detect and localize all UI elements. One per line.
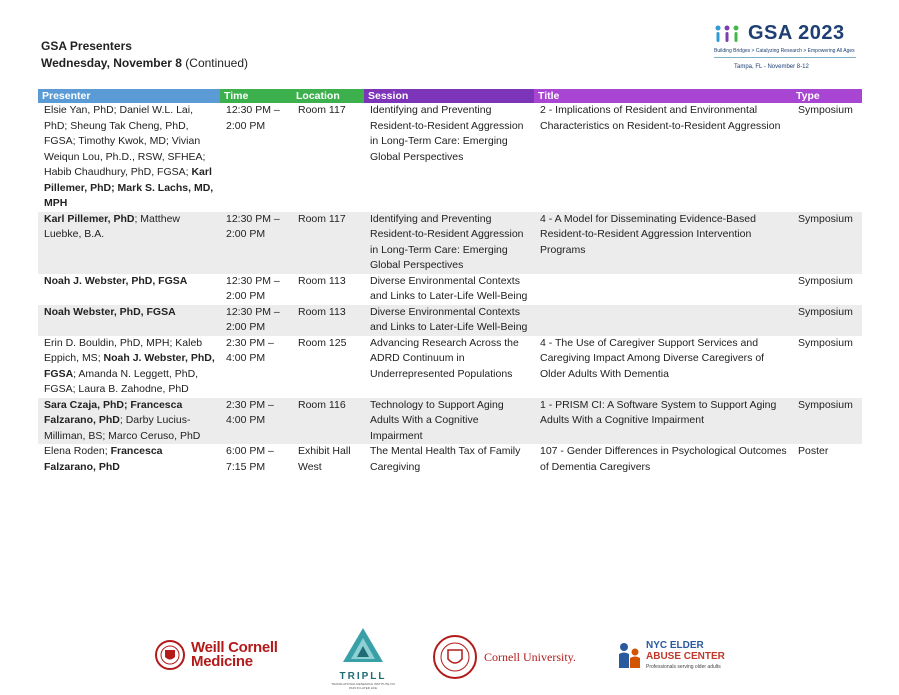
cell-session: The Mental Health Tax of Family Caregiving xyxy=(370,445,521,473)
table-row xyxy=(38,305,862,336)
cell-session: Advancing Research Across the ADRD Continuum in Underrepresented Populations xyxy=(370,336,519,380)
header-location: Location xyxy=(292,89,364,103)
tripll-name: TRIPLL xyxy=(339,671,387,682)
gsa-logo xyxy=(714,22,864,82)
cell-time: 6:00 PM – 7:15 PM xyxy=(226,445,274,473)
presenters-table xyxy=(38,89,862,475)
weill-cornell-seal-icon xyxy=(155,640,185,670)
presenter-name-part: Erin D. Bouldin, PhD, MPH; Kaleb Eppich, MS; xyxy=(44,336,203,364)
presenter-name-part: Francesca Falzarano, PhD xyxy=(44,445,163,473)
cell-location: Exhibit Hall West xyxy=(298,445,351,473)
tripll-triangle-icon xyxy=(341,626,385,664)
cell-location: Room 125 xyxy=(298,336,347,349)
page-title: GSA Presenters xyxy=(41,39,132,53)
presenter-name-part: Karl Pillemer, PhD; Mark S. Lachs, MD, MPH xyxy=(44,166,214,209)
cell-title: 4 - The Use of Caregiver Support Services and Caregiving Impact Among Diverse Caregivers of Older Adults With Dementia xyxy=(540,336,765,380)
header-presenter: Presenter xyxy=(38,89,220,103)
nyc-elder-abuse-logo xyxy=(616,640,725,673)
cell-time: 12:30 PM – 2:00 PM xyxy=(226,212,280,240)
wcm-line1: Weill Cornell xyxy=(191,639,278,656)
presenter-name-part: Noah J. Webster, PhD, FGSA xyxy=(44,274,188,287)
cell-type: Symposium xyxy=(798,398,853,411)
table-row xyxy=(38,103,862,212)
tripll-logo xyxy=(328,626,398,690)
presenter-name-part: ; Matthew Luebke, B.A. xyxy=(44,212,180,240)
weill-cornell-logo xyxy=(155,640,278,670)
nyc-line1: NYC ELDER xyxy=(646,640,704,651)
cornell-seal-icon xyxy=(432,634,478,680)
table-row xyxy=(38,212,862,274)
cell-session: Diverse Environmental Contexts and Links to Later-Life Well-Being xyxy=(370,274,528,302)
nyc-line3: Professionals serving older adults xyxy=(646,664,721,670)
cell-session: Identifying and Preventing Resident-to-Resident Aggression in Long-Term Care: Emerging Global Perspectives xyxy=(370,104,524,163)
cell-title: 107 - Gender Differences in Psychological Outcomes of Dementia Caregivers xyxy=(540,445,787,473)
cell-time: 12:30 PM – 2:00 PM xyxy=(226,305,280,333)
cell-location: Room 116 xyxy=(298,398,346,411)
cell-title xyxy=(534,274,792,305)
cell-title: 4 - A Model for Disseminating Evidence-Based Resident-to-Resident Aggression Intervention Programs xyxy=(540,212,756,256)
cell-location: Room 113 xyxy=(298,274,346,287)
cell-time: 2:30 PM – 4:00 PM xyxy=(226,336,274,364)
header-time: Time xyxy=(220,89,292,103)
continued-label: (Continued) xyxy=(185,56,248,70)
wcm-line2: Medicine xyxy=(191,653,253,670)
cell-title: 2 - Implications of Resident and Environmental Characteristics on Resident-to-Resident Aggression xyxy=(540,104,781,132)
cell-type: Symposium xyxy=(798,336,853,349)
cell-presenter xyxy=(38,444,220,475)
presenter-name-part: Noah J. Webster, PhD, FGSA xyxy=(44,352,215,380)
nyc-people-icon xyxy=(616,642,642,672)
cornell-logo xyxy=(432,634,576,680)
gsa-logo-tagline: Building Bridges > Catalyzing Research > Empowering All Ages xyxy=(714,48,855,54)
presenter-name-part: Noah Webster, PhD, FGSA xyxy=(44,305,176,318)
cell-type: Symposium xyxy=(798,212,853,225)
tripll-sub: TRANSLATIONAL RESEARCH INSTITUTE ON PAIN IN LATER LIFE xyxy=(331,682,395,690)
presenter-name-part: Elsie Yan, PhD; Daniel W.L. Lai, PhD; Sheung Tak Cheng, PhD, FGSA; Timothy Kwok, MD; Vivian Weiqun Lou, Ph.D., RSW, SFHEA; Habib Chaudhury, PhD, FGSA; xyxy=(44,104,206,178)
cell-presenter xyxy=(38,103,220,212)
cell-session: Identifying and Preventing Resident-to-Resident Aggression in Long-Term Care: Emerging Global Perspectives xyxy=(370,212,524,271)
presenter-name-part: Sara Czaja, PhD; Francesca Falzarano, PhD xyxy=(44,398,183,426)
table-header xyxy=(38,89,862,103)
page-subtitle xyxy=(41,55,248,72)
cell-type: Symposium xyxy=(798,274,853,287)
presenter-name-part: ; Amanda N. Leggett, PhD, FGSA; Laura B. Zahodne, PhD xyxy=(44,367,199,395)
cell-type: Symposium xyxy=(798,305,853,318)
cell-session: Diverse Environmental Contexts and Links to Later-Life Well-Being xyxy=(370,305,528,333)
table-row xyxy=(38,274,862,305)
table-row xyxy=(38,336,862,398)
cell-type: Symposium xyxy=(798,104,853,116)
cell-title xyxy=(534,305,792,336)
table-body xyxy=(38,103,862,475)
header-type: Type xyxy=(792,89,862,103)
gsa-logo-divider xyxy=(714,57,856,58)
cell-presenter xyxy=(38,398,220,445)
table-row xyxy=(38,444,862,475)
cell-session: Technology to Support Aging Adults With a Cognitive Impairment xyxy=(370,398,504,442)
header-session: Session xyxy=(364,89,534,103)
cell-location: Room 117 xyxy=(298,212,346,225)
cell-location: Room 117 xyxy=(298,104,346,116)
table-row xyxy=(38,398,862,445)
cell-location: Room 113 xyxy=(298,305,346,318)
gsa-logo-name: GSA 2023 xyxy=(748,22,845,44)
cell-presenter xyxy=(38,212,220,274)
date-label: Wednesday, November 8 xyxy=(41,56,182,70)
presenter-name-part: Karl Pillemer, PhD xyxy=(44,212,135,225)
cell-presenter xyxy=(38,274,220,305)
cell-time: 12:30 PM – 2:00 PM xyxy=(226,104,280,132)
cell-presenter xyxy=(38,336,220,398)
gsa-logo-place: Tampa, FL - November 8-12 xyxy=(734,64,809,70)
cell-title: 1 - PRISM CI: A Software System to Support Aging Adults With a Cognitive Impairment xyxy=(540,398,777,426)
gsa-people-icon xyxy=(714,24,744,44)
cell-type: Poster xyxy=(798,445,829,457)
presenter-name-part: ; Darby Lucius-Milliman, BS; Marco Ceruso, PhD xyxy=(44,414,201,442)
cell-presenter xyxy=(38,305,220,336)
header-title: Title xyxy=(534,89,792,103)
nyc-line2: ABUSE CENTER xyxy=(646,651,725,662)
cell-time: 2:30 PM – 4:00 PM xyxy=(226,398,274,426)
presenter-name-part: Elena Roden; xyxy=(44,445,111,457)
cell-time: 12:30 PM – 2:00 PM xyxy=(226,274,280,302)
cornell-name: Cornell University. xyxy=(484,649,576,664)
